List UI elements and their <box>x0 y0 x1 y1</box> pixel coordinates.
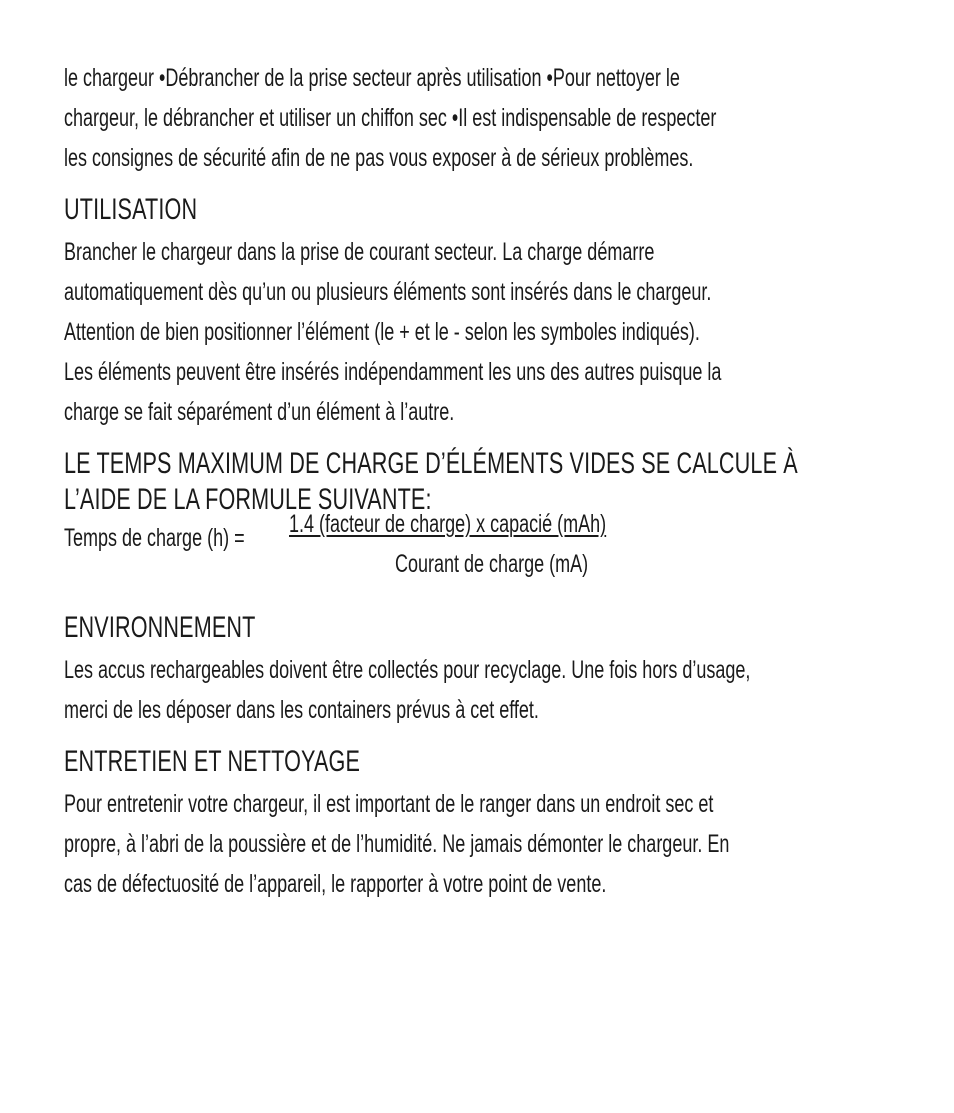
entretien-line: propre, à l’abri de la poussière et de l’humidité. Ne jamais démonter le chargeur. En <box>64 830 730 858</box>
intro-line: chargeur, le débrancher et utiliser un chiffon sec •Il est indispensable de respecter <box>64 104 717 132</box>
temps-heading-line: LE TEMPS MAXIMUM DE CHARGE D’ÉLÉMENTS VIDES SE CALCULE À <box>64 447 798 480</box>
intro-paragraph <box>64 58 890 178</box>
environnement-line: Les accus rechargeables doivent être collectés pour recyclage. Une fois hors d’usage, <box>64 656 751 684</box>
intro-line: le chargeur •Débrancher de la prise secteur après utilisation •Pour nettoyer le <box>64 64 680 92</box>
formula-denominator: Courant de charge (mA) <box>395 550 589 578</box>
temps-heading <box>64 446 890 518</box>
entretien-line: cas de défectuosité de l’appareil, le rapporter à votre point de vente. <box>64 870 607 898</box>
environnement-heading: ENVIRONNEMENT <box>64 611 256 644</box>
intro-line: les consignes de sécurité afin de ne pas vous exposer à de sérieux problèmes. <box>64 144 694 172</box>
charge-time-formula <box>64 510 890 596</box>
entretien-paragraph <box>64 784 890 904</box>
utilisation-line: Attention de bien positionner l’élément (le + et le - selon les symboles indiqués). <box>64 318 700 346</box>
utilisation-line: automatiquement dès qu’un ou plusieurs éléments sont insérés dans le chargeur. <box>64 278 712 306</box>
utilisation-line: Brancher le chargeur dans la prise de courant secteur. La charge démarre <box>64 238 655 266</box>
formula-numerator: 1.4 (facteur de charge) x capacié (mAh) <box>289 510 607 538</box>
environnement-line: merci de les déposer dans les containers prévus à cet effet. <box>64 696 539 724</box>
utilisation-line: charge se fait séparément d’un élément à l’autre. <box>64 398 455 426</box>
environnement-paragraph <box>64 650 890 730</box>
formula-lhs: Temps de charge (h) = <box>64 524 245 552</box>
utilisation-heading: UTILISATION <box>64 193 198 226</box>
utilisation-paragraph <box>64 232 890 432</box>
entretien-line: Pour entretenir votre chargeur, il est important de le ranger dans un endroit sec et <box>64 790 714 818</box>
temps-heading-line: L’AIDE DE LA FORMULE SUIVANTE: <box>64 483 432 516</box>
entretien-heading: ENTRETIEN ET NETTOYAGE <box>64 745 361 778</box>
document-page <box>64 58 890 904</box>
utilisation-line: Les éléments peuvent être insérés indépendamment les uns des autres puisque la <box>64 358 722 386</box>
